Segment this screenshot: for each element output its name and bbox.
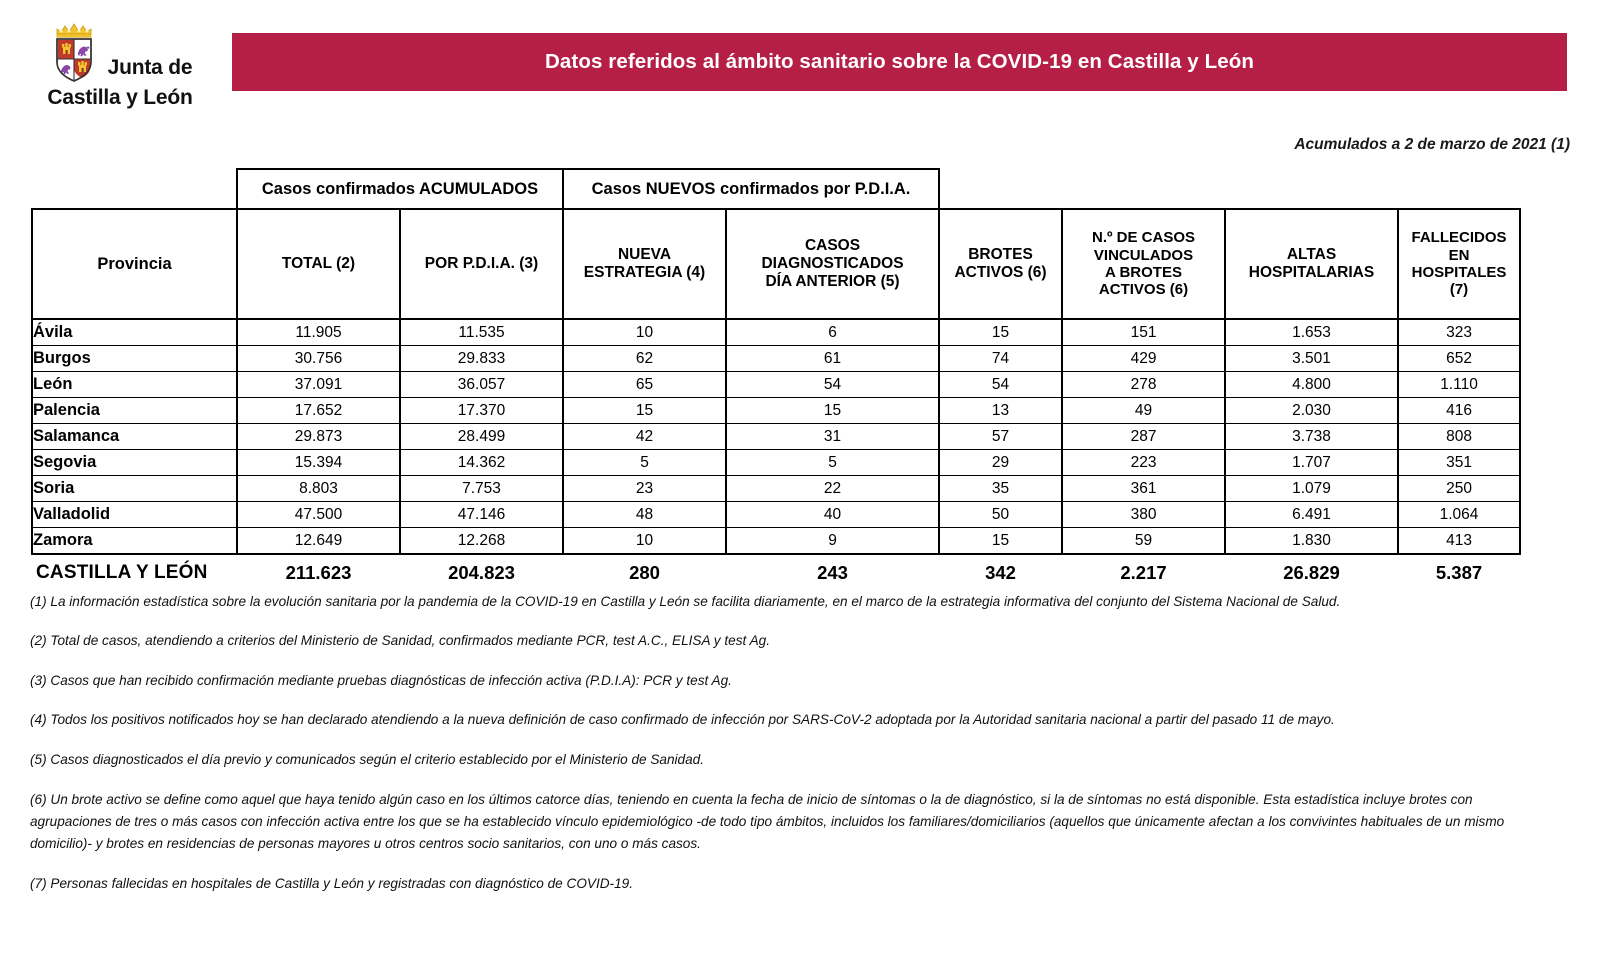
cell-vinculados: 361 [1062,476,1225,502]
cell-altas: 1.653 [1225,319,1398,346]
footnote-7: (7) Personas fallecidas en hospitales de Castilla y León y registradas con diagnóstico de COVID-19. [30,876,633,891]
table-row [32,372,1520,398]
column-header-diagnosticados [726,209,939,319]
column-header-brotes-activos [939,209,1062,319]
cell-brotes: 15 [939,319,1062,346]
column-header-total: TOTAL (2) [237,209,400,319]
cell-nueva-estrategia: 10 [563,319,726,346]
column-header-brotes-line2: ACTIVOS (6) [954,264,1047,281]
total-cell-diagnosticados: 243 [817,562,848,583]
cell-nueva-estrategia: 48 [563,502,726,528]
column-header-altas-line2: HOSPITALARIAS [1248,264,1375,281]
cell-vinculados: 59 [1062,528,1225,555]
cell-brotes: 50 [939,502,1062,528]
cell-fallecidos: 323 [1398,319,1520,346]
cell-por-pdia: 36.057 [400,372,563,398]
cell-nueva-estrategia: 65 [563,372,726,398]
junta-logo [30,18,210,109]
table-row [32,450,1520,476]
cell-altas: 1.707 [1225,450,1398,476]
cell-brotes: 57 [939,424,1062,450]
cell-provincia: Zamora [32,528,237,555]
cell-provincia: Soria [32,476,237,502]
column-header-fallecidos-line1: FALLECIDOS [1411,229,1507,247]
cell-fallecidos: 1.110 [1398,372,1520,398]
cell-vinculados: 429 [1062,346,1225,372]
footnote-2: (2) Total de casos, atendiendo a criterios del Ministerio de Sanidad, confirmados mediante PCR, test A.C., ELISA y test Ag. [30,633,770,649]
total-cell-altas: 26.829 [1283,562,1340,583]
cell-provincia: Ávila [32,319,237,346]
cell-por-pdia: 11.535 [400,319,563,346]
cell-total: 12.649 [237,528,400,555]
cell-provincia: Burgos [32,346,237,372]
column-header-vinculados-line2: VINCULADOS [1093,246,1194,264]
cell-provincia: León [32,372,237,398]
cell-nueva-estrategia: 42 [563,424,726,450]
cell-total: 29.873 [237,424,400,450]
column-header-fallecidos-line3: HOSPITALES [1411,264,1507,281]
cell-total: 8.803 [237,476,400,502]
empty-cell-vinculados [1062,169,1225,209]
footnote-1: (1) La información estadística sobre la evolución sanitaria por la pandemia de la COVID-19 en Castilla y León se facilita diariamente, en el marco de la estrategia informativa del conjunto del Sistema Nacional de Salud. [30,594,1341,609]
empty-cell-brotes [939,169,1062,209]
cell-altas: 2.030 [1225,398,1398,424]
column-header-fallecidos-line4: (7) [1449,281,1469,299]
cell-brotes: 13 [939,398,1062,424]
cell-fallecidos: 413 [1398,528,1520,555]
cell-vinculados: 287 [1062,424,1225,450]
cell-brotes: 54 [939,372,1062,398]
column-header-casos-vinculados [1062,209,1225,319]
cell-por-pdia: 17.370 [400,398,563,424]
cell-diagnosticados: 9 [726,528,939,555]
column-header-provincia: Provincia [32,209,237,319]
total-label: CASTILLA Y LEÓN [36,562,208,583]
table-row [32,398,1520,424]
cell-provincia: Segovia [32,450,237,476]
footnote-4: (4) Todos los positivos notificados hoy se han declarado atendiendo a la nueva definición de caso confirmado de infección por SARS-CoV-2 adoptada por la Autoridad sanitaria nacional a partir del pasado 11 de mayo. [30,712,1335,728]
cell-brotes: 35 [939,476,1062,502]
total-cell-brotes: 342 [985,562,1016,583]
group-header-acumulados: Casos confirmados ACUMULADOS [237,169,563,209]
covid-data-table-container [31,168,1519,591]
cell-por-pdia: 28.499 [400,424,563,450]
accumulated-date-note: Acumulados a 2 de marzo de 2021 (1) [1294,136,1570,153]
column-header-nueva-estrategia [563,209,726,319]
column-header-vinculados-line4: ACTIVOS (6) [1098,281,1189,299]
cell-fallecidos: 250 [1398,476,1520,502]
cell-vinculados: 278 [1062,372,1225,398]
column-header-diagnosticados-line2: DIAGNOSTICADOS [761,255,904,273]
cell-altas: 4.800 [1225,372,1398,398]
cell-por-pdia: 47.146 [400,502,563,528]
column-header-diagnosticados-line1: CASOS [804,237,861,255]
column-header-nueva-estrategia-line1: NUEVA [617,246,672,264]
cell-por-pdia: 12.268 [400,528,563,555]
cell-nueva-estrategia: 5 [563,450,726,476]
footnotes-section [30,592,1540,913]
table-row [32,528,1520,555]
total-cell-total: 211.623 [285,562,352,583]
column-header-por-pdia: POR P.D.I.A. (3) [400,209,563,319]
cell-altas: 3.501 [1225,346,1398,372]
total-cell-nueva-estrategia: 280 [629,562,660,583]
table-row [32,476,1520,502]
table-column-header-row [32,209,1520,319]
table-row [32,424,1520,450]
cell-diagnosticados: 22 [726,476,939,502]
cell-por-pdia: 14.362 [400,450,563,476]
cell-total: 30.756 [237,346,400,372]
column-header-fallecidos-line2: EN [1448,246,1470,264]
group-header-nuevos: Casos NUEVOS confirmados por P.D.I.A. [563,169,939,209]
cell-provincia: Palencia [32,398,237,424]
column-header-vinculados-line1: N.º DE CASOS [1092,229,1196,247]
column-header-altas-hospitalarias [1225,209,1398,319]
logo-line-1: Junta de [107,56,193,79]
cell-nueva-estrategia: 15 [563,398,726,424]
cell-brotes: 29 [939,450,1062,476]
cell-provincia: Valladolid [32,502,237,528]
cell-total: 17.652 [237,398,400,424]
cell-vinculados: 49 [1062,398,1225,424]
cell-diagnosticados: 31 [726,424,939,450]
cell-por-pdia: 7.753 [400,476,563,502]
cell-fallecidos: 652 [1398,346,1520,372]
page-title: Datos referidos al ámbito sanitario sobre la COVID-19 en Castilla y León [545,50,1254,73]
empty-cell-fallecidos [1398,169,1520,209]
table-row [32,319,1520,346]
title-banner [232,33,1567,91]
table-group-header-row [32,169,1520,209]
cell-diagnosticados: 61 [726,346,939,372]
logo-line-2: Castilla y León [47,86,193,109]
cell-altas: 1.079 [1225,476,1398,502]
cell-fallecidos: 808 [1398,424,1520,450]
cell-vinculados: 151 [1062,319,1225,346]
empty-corner-cell [32,169,237,209]
column-header-diagnosticados-line3: DÍA ANTERIOR (5) [765,272,900,290]
cell-total: 11.905 [237,319,400,346]
cell-diagnosticados: 5 [726,450,939,476]
cell-altas: 6.491 [1225,502,1398,528]
column-header-brotes-line1: BROTES [968,246,1033,264]
column-header-vinculados-line3: A BROTES [1105,264,1182,281]
table-total-row [32,554,1520,591]
column-header-altas-line1: ALTAS [1286,246,1337,264]
cell-altas: 3.738 [1225,424,1398,450]
cell-total: 37.091 [237,372,400,398]
empty-cell-altas [1225,169,1398,209]
cell-diagnosticados: 40 [726,502,939,528]
table-row [32,346,1520,372]
cell-nueva-estrategia: 62 [563,346,726,372]
cell-por-pdia: 29.833 [400,346,563,372]
page-header [0,0,1600,153]
cell-diagnosticados: 54 [726,372,939,398]
table-row [32,502,1520,528]
column-header-nueva-estrategia-line2: ESTRATEGIA (4) [583,264,706,281]
covid-data-table [31,168,1521,591]
footnote-6: (6) Un brote activo se define como aquel que haya tenido algún caso en los últimos catorce días, teniendo en cuenta la fecha de inicio de síntomas o la de diagnóstico, si la de síntomas no está disponible. Esta estadística incluye brotes con agrupaciones de tres o más casos con infección activa entre los que se ha establecido vínculo epidemiológico -de todo tipo ámbitos, incluidos los familiares/domiciliarios (aquellos que únicamente afectan a los convivintes habituales de un mismo domicilio)- y brotes en residencias de personas mayores u otros centros socio sanitarios, con uno o más casos. [30,791,1505,851]
cell-total: 47.500 [237,502,400,528]
cell-diagnosticados: 15 [726,398,939,424]
cell-diagnosticados: 6 [726,319,939,346]
footnote-5: (5) Casos diagnosticados el día previo y comunicados según el criterio establecido por el Ministerio de Sanidad. [30,751,705,767]
cell-nueva-estrategia: 10 [563,528,726,555]
total-cell-fallecidos: 5.387 [1435,562,1483,583]
total-cell-por-pdia: 204.823 [448,562,515,583]
cell-vinculados: 380 [1062,502,1225,528]
cell-brotes: 74 [939,346,1062,372]
cell-nueva-estrategia: 23 [563,476,726,502]
cell-vinculados: 223 [1062,450,1225,476]
cell-provincia: Salamanca [32,424,237,450]
cell-fallecidos: 416 [1398,398,1520,424]
cell-brotes: 15 [939,528,1062,555]
footnote-3: (3) Casos que han recibido confirmación mediante pruebas diagnósticas de infección activa (P.D.I.A): PCR y test Ag. [30,672,732,688]
cell-total: 15.394 [237,450,400,476]
castilla-leon-coat-of-arms-icon [48,18,100,84]
total-cell-vinculados: 2.217 [1120,562,1167,583]
cell-fallecidos: 351 [1398,450,1520,476]
cell-altas: 1.830 [1225,528,1398,555]
column-header-fallecidos [1398,209,1520,319]
cell-fallecidos: 1.064 [1398,502,1520,528]
